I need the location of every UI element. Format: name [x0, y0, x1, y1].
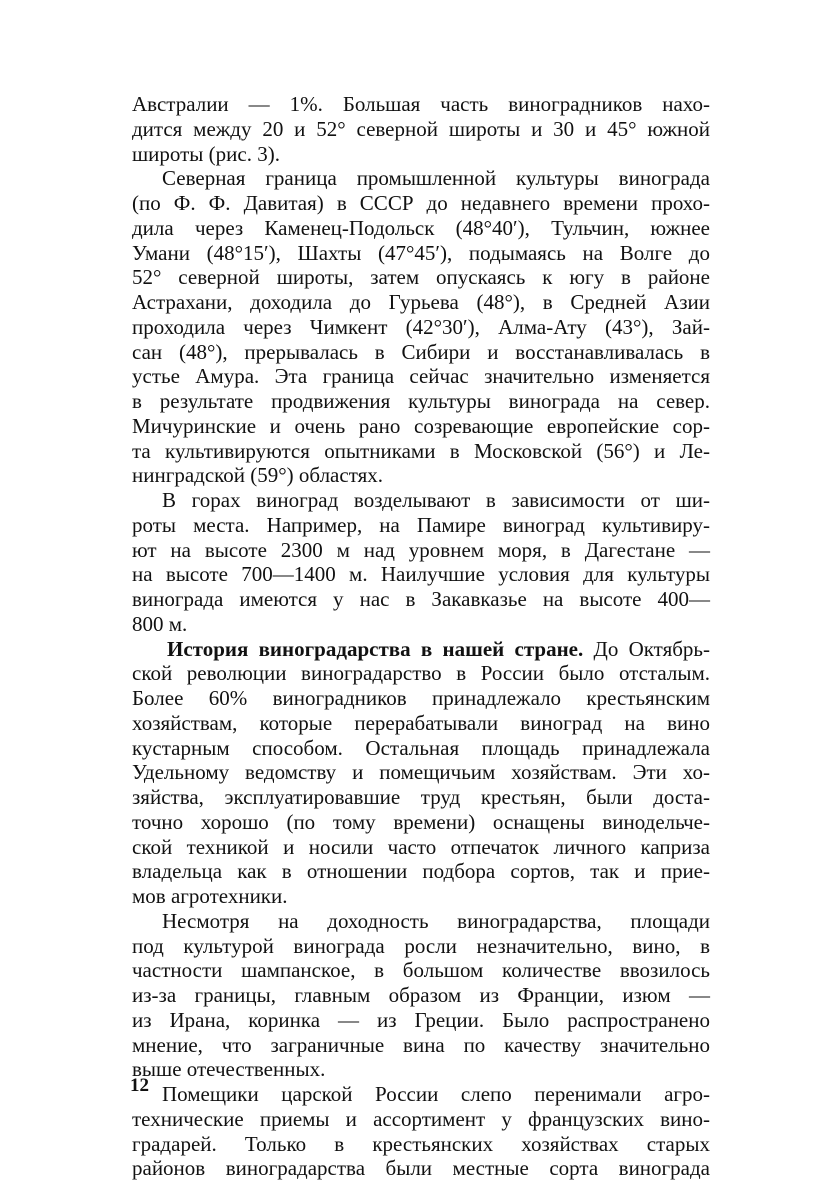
paragraph	[132, 92, 710, 166]
text-line: районов виноградарства были местные сорта винограда	[132, 1156, 710, 1181]
text-line: из-за границы, главным образом из Франции, изюм —	[132, 983, 710, 1007]
text-line: ют на высоте 2300 м над уровнем моря, в Дагестане —	[132, 537, 710, 562]
text-line: мов агротехники.	[132, 884, 288, 908]
paragraph	[132, 488, 710, 637]
paragraph	[132, 909, 710, 1082]
text-line: градарей. Только в крестьянских хозяйствах старых	[132, 1131, 710, 1156]
page-number: 12	[130, 1075, 149, 1096]
text-line: роты места. Например, на Памире виноград культивиру-	[132, 512, 710, 537]
text-line: Умани (48°15′), Шахты (47°45′), подымаясь на Волге до	[132, 240, 710, 265]
text-line: точно хорошо (по тому времени) оснащены винодельче-	[132, 809, 710, 834]
text-line: частности шампанское, в большом количестве ввозилось	[132, 958, 710, 983]
text-line: ской революции виноградарство в России было отсталым.	[132, 661, 710, 686]
text-line: В горах виноград возделывают в зависимости от ши-	[162, 488, 710, 512]
text-line: 800 м.	[132, 611, 188, 636]
text-line: кустарным способом. Остальная площадь принадлежала	[132, 735, 710, 760]
paragraph	[132, 637, 710, 909]
text-line	[132, 637, 710, 662]
text-line: Северная граница промышленной культуры винограда	[162, 166, 710, 191]
text-line: нинградской (59°) областях.	[132, 463, 384, 488]
text-line: зяйства, эксплуатировавшие труд крестьян, были доста-	[132, 785, 710, 809]
text-line: Астрахани, доходила до Гурьева (48°), в Средней Азии	[132, 290, 710, 314]
text-line: из Ирана, коринка — из Греции. Было распространено	[132, 1007, 710, 1032]
text-line: проходила через Чимкент (42°30′), Алма-Ату (43°), Зай-	[132, 314, 710, 339]
text-line: Мичуринские и очень рано созревающие европейские сор-	[132, 413, 710, 438]
text-line: дила через Каменец-Подольск (48°40′), Тульчин, южнее	[132, 215, 710, 240]
body-text	[132, 92, 710, 1181]
text-line: технические приемы и ассортимент у французских вино-	[132, 1106, 710, 1131]
paragraph	[132, 1082, 710, 1181]
text-line: широты (рис. 3).	[132, 141, 280, 166]
text-line: 52° северной широты, затем опускаясь к югу в районе	[132, 265, 710, 290]
text-line: Удельному ведомству и помещичьим хозяйствам. Эти хо-	[132, 760, 710, 785]
section-heading: История виноградарства в нашей стране.	[167, 636, 584, 661]
text-line: на высоте 700—1400 м. Наилучшие условия для культуры	[132, 562, 710, 587]
text-line: хозяйствам, которые перерабатывали виноград на вино	[132, 710, 710, 735]
text-line: устье Амура. Эта граница сейчас значительно изменяется	[132, 364, 710, 389]
text-line: мнение, что заграничные вина по качеству значительно	[132, 1032, 710, 1057]
text-line: Более 60% виноградников принадлежало крестьянским	[132, 686, 710, 710]
text-line: винограда имеются у нас в Закавказье на высоте 400—	[132, 587, 710, 611]
text-line: Помещики царской России слепо перенимали агро-	[162, 1082, 710, 1106]
text-line: выше отечественных.	[132, 1057, 326, 1082]
text-line: владельца как в отношении подбора сортов, так и прие-	[132, 859, 710, 884]
text-line: Австралии — 1%. Большая часть виноградников нахо-	[132, 92, 710, 116]
text-line: та культивируются опытниками в Московской (56°) и Ле-	[132, 438, 710, 463]
text-line: (по Ф. Ф. Давитая) в СССР до недавнего времени прохо-	[132, 191, 710, 215]
paragraph	[132, 166, 710, 488]
text-line: под культурой винограда росли незначительно, вино, в	[132, 933, 710, 958]
text-line: в результате продвижения культуры винограда на север.	[132, 389, 710, 413]
text-line: Несмотря на доходность виноградарства, площади	[162, 908, 710, 933]
text-run: До Октябрь-	[583, 636, 711, 661]
text-line: ской техникой и носили часто отпечаток личного каприза	[132, 834, 710, 859]
text-line: дится между 20 и 52° северной широты и 30 и 45° южной	[132, 116, 710, 141]
text-line: сан (48°), прерывалась в Сибири и восстанавливалась в	[132, 339, 710, 364]
